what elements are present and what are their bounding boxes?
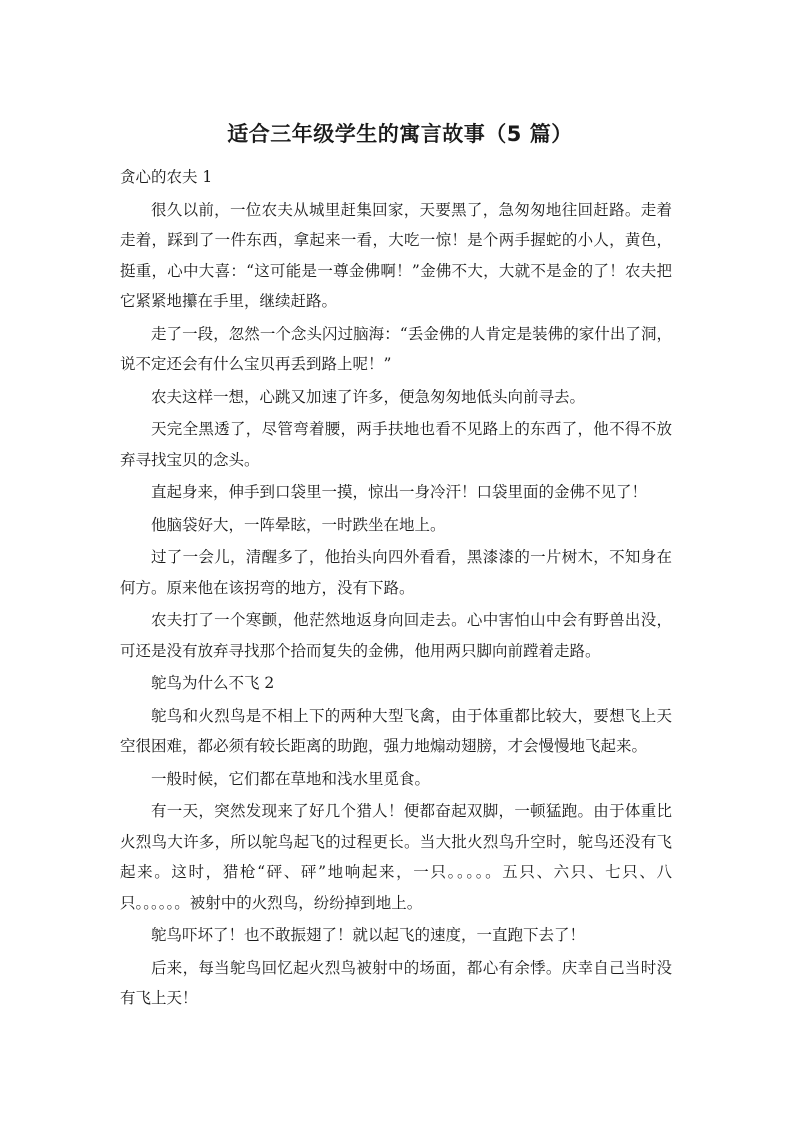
paragraph: 有一天，突然发现来了好几个猎人！便都奋起双脚，一顿猛跑。由于体重比火烈鸟大许多，所以鸵鸟起飞的过程更长。当大批火烈鸟升空时，鸵鸟还没有飞起来。这时，猎枪“砰、砰”地响起来，一只。。。。。五只、六只、七只、八只。。。。。。被射中的火烈鸟，纷纷掉到地上。 xyxy=(120,802,672,912)
document-body xyxy=(120,162,672,1016)
story-heading: 鸵鸟为什么不飞 2 xyxy=(151,674,275,692)
paragraph: 鸵鸟吓坏了！也不敢振翅了！就以起飞的速度，一直跑下去了！ xyxy=(151,926,586,944)
paragraph: 农夫打了一个寒颤，他茫然地返身向回走去。心中害怕山中会有野兽出没，可还是没有放弃寻找那个拾而复失的金佛，他用两只脚向前蹚着走路。 xyxy=(120,611,672,660)
paragraph: 他脑袋好大，一阵晕眩，一时跌坐在地上。 xyxy=(151,515,446,534)
paragraph: 鸵鸟和火烈鸟是不相上下的两种大型飞禽，由于体重都比较大，要想飞上天空很困难，都必须有较长距离的助跑，强力地煽动翅膀，才会慢慢地飞起来。 xyxy=(120,706,672,755)
document-title: 适合三年级学生的寓言故事（5 篇） xyxy=(227,122,573,146)
paragraph: 后来，每当鸵鸟回忆起火烈鸟被射中的场面，都心有余悸。庆幸自己当时没有飞上天！ xyxy=(120,958,672,1007)
paragraph: 农夫这样一想，心跳又加速了许多，便急匆匆地低头向前寻去。 xyxy=(151,387,586,406)
paragraph: 天完全黑透了，尽管弯着腰，两手扶地也看不见路上的东西了，他不得不放弃寻找宝贝的念头。 xyxy=(120,420,672,469)
paragraph: 过了一会儿，清醒多了，他抬头向四外看看，黑漆漆的一片树木，不知身在何方。原来他在该拐弯的地方，没有下路。 xyxy=(120,548,672,597)
story-heading: 贪心的农夫 1 xyxy=(120,168,213,186)
paragraph: 走了一段，忽然一个念头闪过脑海：“丢金佛的人肯定是装佛的家什出了洞，说不定还会有什么宝贝再丢到路上呢！” xyxy=(120,324,672,373)
paragraph: 直起身来，伸手到口袋里一摸，惊出一身冷汗！口袋里面的金佛不见了！ xyxy=(151,483,648,501)
paragraph: 一般时候，它们都在草地和浅水里觅食。 xyxy=(151,769,431,788)
paragraph: 很久以前，一位农夫从城里赶集回家，天要黑了，急匆匆地往回赶路。走着走着，踩到了一件东西，拿起来一看，大吃一惊！是个两手握蛇的小人，黄色，挺重，心中大喜：“这可能是一尊金佛啊！”金佛不大，大就不是金的了！农夫把它紧紧地攥在手里，继续赶路。 xyxy=(120,200,672,310)
